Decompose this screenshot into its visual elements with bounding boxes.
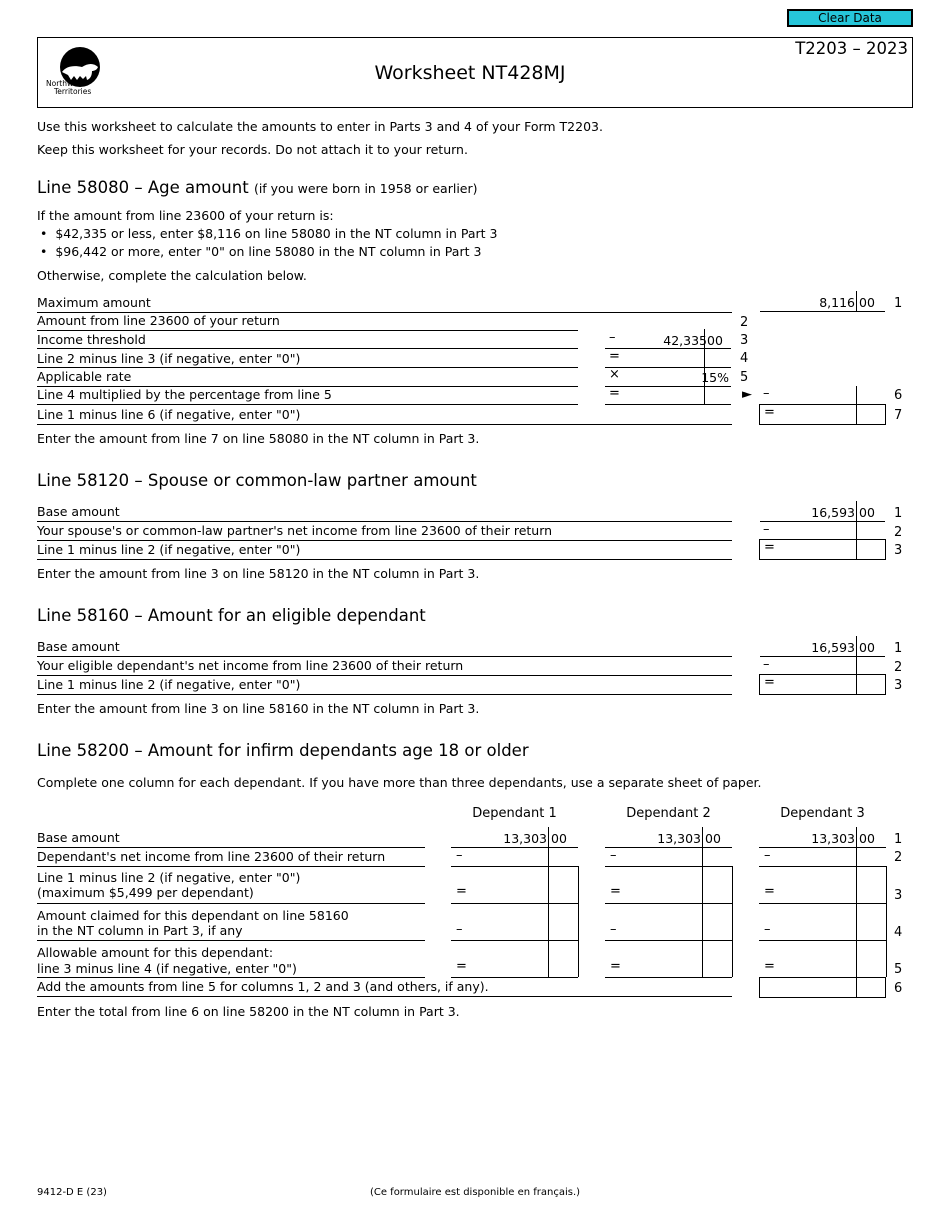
s1-line1-cents: 00: [859, 295, 875, 310]
s1-num-4: 4: [740, 351, 749, 366]
s1-num-7: 7: [894, 408, 903, 423]
s3-row-3-label: Line 1 minus line 2 (if negative, enter "0"): [37, 677, 301, 692]
s2-line3-field[interactable]: [759, 539, 886, 560]
dep3-base-dollars: 13,303: [811, 831, 855, 846]
s4-row-3-label-a: Line 1 minus line 2 (if negative, enter "0"): [37, 870, 301, 885]
logo-text-line1: Northwest: [46, 79, 85, 88]
dep1-line3-equals: =: [456, 884, 467, 899]
dep2-line4-minus: –: [610, 922, 617, 937]
s2-row-1-label: Base amount: [37, 504, 120, 519]
column-header-dependant-2: Dependant 2: [626, 806, 711, 821]
column-header-dependant-1: Dependant 1: [472, 806, 557, 821]
section-58080-heading: [37, 178, 478, 199]
section-58200-heading: Line 58200 – Amount for infirm dependants age 18 or older: [37, 741, 529, 760]
s4-row-4-label-a: Amount claimed for this dependant on line 58160: [37, 908, 349, 923]
dep3-line2-minus: –: [764, 848, 771, 863]
s2-row-2-label: Your spouse's or common-law partner's net income from line 23600 of their return: [37, 523, 553, 538]
s3-line2-minus: –: [763, 657, 770, 672]
s3-num-2: 2: [894, 660, 903, 675]
s4-line6-total-field[interactable]: [759, 977, 886, 998]
dep1-base-dollars: 13,303: [503, 831, 547, 846]
s1-line3-minus: –: [609, 330, 616, 345]
s1-line3-cents: 00: [707, 333, 723, 348]
dep3-line5-equals: =: [764, 959, 775, 974]
section-58160-heading: Line 58160 – Amount for an eligible dependant: [37, 606, 426, 625]
s3-line3-field[interactable]: [759, 674, 886, 695]
s1-row-5-label: Applicable rate: [37, 369, 132, 384]
s1-num-1: 1: [894, 296, 903, 311]
dep2-base-cents: 00: [705, 831, 721, 846]
otherwise-text: Otherwise, complete the calculation below.: [37, 268, 307, 283]
s4-row-2-label: Dependant's net income from line 23600 of their return: [37, 849, 386, 864]
s1-num-6: 6: [894, 388, 903, 403]
s3-num-3: 3: [894, 678, 903, 693]
s1-line4-equals: =: [609, 349, 620, 364]
s1-line6-field[interactable]: [605, 387, 731, 404]
french-notice: (Ce formulaire est disponible en français.): [369, 1187, 581, 1198]
s1-line6-minus: –: [763, 386, 770, 401]
s2-footer: Enter the amount from line 3 on line 58120 in the NT column in Part 3.: [37, 566, 480, 581]
s4-num-5: 5: [894, 962, 903, 977]
s2-line1-cents: 00: [859, 505, 875, 520]
s4-num-1: 1: [894, 832, 903, 847]
s2-num-1: 1: [894, 506, 903, 521]
bullet-1-text: $42,335 or less, enter $8,116 on line 58080 in the NT column in Part 3: [55, 226, 498, 241]
form-code: 9412-D E (23): [37, 1187, 107, 1198]
s4-row-3-label-b: (maximum $5,499 per dependant): [37, 885, 254, 900]
page-title: Worksheet NT428MJ: [374, 62, 566, 84]
s4-num-4: 4: [894, 925, 903, 940]
s2-num-2: 2: [894, 525, 903, 540]
column-header-dependant-3: Dependant 3: [780, 806, 865, 821]
dep1-base-cents: 00: [551, 831, 567, 846]
s1-line4-field[interactable]: [605, 349, 731, 367]
arrow-right-icon: ►: [742, 387, 752, 402]
s4-row-1-label: Base amount: [37, 830, 120, 845]
dep2-line2-field[interactable]: [605, 848, 732, 865]
dep2-line2-minus: –: [610, 848, 617, 863]
s1-row-3-label: Income threshold: [37, 332, 146, 347]
dep1-line5-equals: =: [456, 959, 467, 974]
s3-row-1-label: Base amount: [37, 639, 120, 654]
s2-line2-minus: –: [763, 522, 770, 537]
dep2-line3-equals: =: [610, 884, 621, 899]
s1-line3-dollars: 42,335: [663, 333, 707, 348]
s1-row-6-label: Line 4 multiplied by the percentage from line 5: [37, 387, 332, 402]
s1-num-5: 5: [740, 370, 749, 385]
clear-data-button[interactable]: Clear Data: [787, 9, 913, 27]
s4-row-4-label-b: in the NT column in Part 3, if any: [37, 923, 243, 938]
bullet-2-text: $96,442 or more, enter "0" on line 58080 in the NT column in Part 3: [55, 244, 482, 259]
s3-line2-field[interactable]: [760, 657, 885, 674]
s2-line3-equals: =: [764, 540, 775, 555]
intro-line-1: Use this worksheet to calculate the amounts to enter in Parts 3 and 4 of your Form T2203.: [37, 119, 603, 134]
logo-text-line2: Territories: [54, 87, 92, 96]
s1-row-2-label: Amount from line 23600 of your return: [37, 313, 280, 328]
s2-num-3: 3: [894, 543, 903, 558]
s1-line5-rate: 15%: [701, 370, 729, 385]
s3-num-1: 1: [894, 641, 903, 656]
s2-line2-field[interactable]: [760, 522, 885, 539]
s3-footer: Enter the amount from line 3 on line 58160 in the NT column in Part 3.: [37, 701, 480, 716]
dep3-line2-field[interactable]: [759, 848, 886, 865]
s1-line2-field[interactable]: [605, 312, 731, 329]
dep3-line4-minus: –: [764, 922, 771, 937]
section-58120-heading: Line 58120 – Spouse or common-law partner amount: [37, 471, 477, 490]
s1-row-7-label: Line 1 minus line 6 (if negative, enter "0"): [37, 407, 301, 422]
s4-num-6: 6: [894, 981, 903, 996]
s1-line6-equals: =: [609, 386, 620, 401]
s1-line7-equals: =: [764, 405, 775, 420]
s3-line1-dollars: 16,593: [811, 640, 855, 655]
s4-row-5-label-b: line 3 minus line 4 (if negative, enter "0"): [37, 961, 297, 976]
s4-num-2: 2: [894, 850, 903, 865]
dep1-line2-minus: –: [456, 848, 463, 863]
s1-line7-field[interactable]: [759, 404, 886, 425]
s3-line3-equals: =: [764, 675, 775, 690]
intro-line-2: Keep this worksheet for your records. Do not attach it to your return.: [37, 142, 468, 157]
bullet-2: • $96,442 or more, enter "0" on line 58080 in the NT column in Part 3: [40, 244, 482, 259]
s1-row-4-label: Line 2 minus line 3 (if negative, enter "0"): [37, 351, 301, 366]
dep1-line2-field[interactable]: [451, 848, 578, 865]
s4-num-3: 3: [894, 888, 903, 903]
s4-footer: Enter the total from line 6 on line 58200 in the NT column in Part 3.: [37, 1004, 460, 1019]
s1-line5-times: ×: [609, 367, 620, 382]
if-text: If the amount from line 23600 of your return is:: [37, 208, 334, 223]
s3-row-2-label: Your eligible dependant's net income from line 23600 of their return: [37, 658, 464, 673]
dep3-line3-equals: =: [764, 884, 775, 899]
dep1-line4-minus: –: [456, 922, 463, 937]
heading-text: Line 58080 – Age amount: [37, 178, 249, 197]
s1-footer: Enter the amount from line 7 on line 58080 in the NT column in Part 3.: [37, 431, 480, 446]
s4-row-6-label: Add the amounts from line 5 for columns 1, 2 and 3 (and others, if any).: [37, 979, 489, 994]
s3-line1-cents: 00: [859, 640, 875, 655]
heading-note: (if you were born in 1958 or earlier): [253, 181, 478, 196]
bullet-1: • $42,335 or less, enter $8,116 on line 58080 in the NT column in Part 3: [40, 226, 498, 241]
s4-note: Complete one column for each dependant. If you have more than three dependants, use a separate sheet of paper.: [37, 775, 762, 790]
dep2-base-dollars: 13,303: [657, 831, 701, 846]
dep1-line4-field[interactable]: [451, 904, 578, 939]
s1-num-3: 3: [740, 333, 749, 348]
s1-line1-dollars: 8,116: [819, 295, 855, 310]
s2-line1-dollars: 16,593: [811, 505, 855, 520]
s2-row-3-label: Line 1 minus line 2 (if negative, enter "0"): [37, 542, 301, 557]
dep3-base-cents: 00: [859, 831, 875, 846]
s1-row-1-label: Maximum amount: [37, 295, 151, 310]
dep2-line5-equals: =: [610, 959, 621, 974]
s1-num-2: 2: [740, 315, 749, 330]
form-id: T2203 – 2023: [795, 39, 908, 58]
s4-row-5-label-a: Allowable amount for this dependant:: [37, 945, 274, 960]
dep3-line4-field[interactable]: [759, 904, 886, 939]
dep2-line4-field[interactable]: [605, 904, 732, 939]
